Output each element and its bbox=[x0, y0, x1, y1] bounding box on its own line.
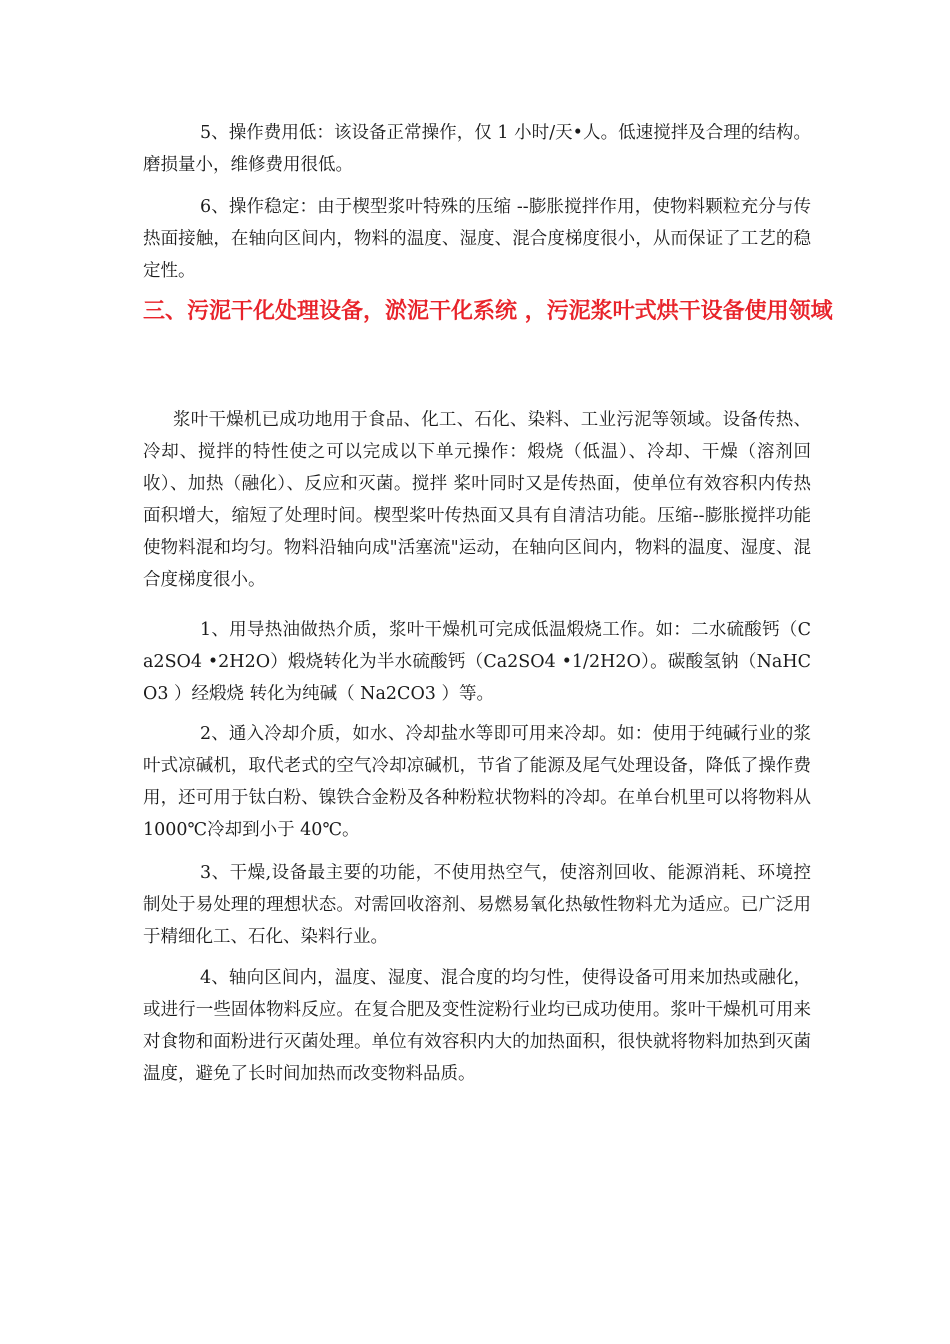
list-item-calcination: 1、用导热油做热介质，浆叶干燥机可完成低温煅烧工作。如：二水硫酸钙（Ca2SO4 •2H2O）煅烧转化为半水硫酸钙（Ca2SO4 •1/2H2O）。碳酸氢钠（NaHCO3 ）经煅烧 转化为纯碱（ Na2CO3 ）等。 bbox=[143, 620, 811, 704]
list-item-cooling: 2、通入冷却介质，如水、冷却盐水等即可用来冷却。如：使用于纯碱行业的浆叶式凉碱机，取代老式的空气冷却凉碱机，节省了能源及尾气处理设备，降低了操作费用，还可用于钛白粉、镍铁合金粉及各种粉粒状物料的冷却。在单台机里可以将物料从 1000℃冷却到小于 40℃。 bbox=[143, 724, 811, 840]
list-item-drying: 3、干燥,设备最主要的功能，不使用热空气，使溶剂回收、能源消耗、环境控制处于易处理的理想状态。对需回收溶剂、易燃易氧化热敏性物料尤为适应。已广泛用于精细化工、石化、染料行业。 bbox=[143, 863, 811, 947]
paragraph-operating-cost: 5、操作费用低：该设备正常操作，仅 1 小时/天•人。低速搅拌及合理的结构。磨损量小，维修费用很低。 bbox=[143, 123, 811, 175]
paragraph-intro: 浆叶干燥机已成功地用于食品、化工、石化、染料、工业污泥等领域。设备传热、冷却、搅拌的特性使之可以完成以下单元操作：煅烧（低温）、冷却、干燥（溶剂回收）、加热（融化）、反应和灭菌。搅拌 桨叶同时又是传热面，使单位有效容积内传热面积增大，缩短了处理时间。楔型桨叶传热面又具有自清洁功能。压缩--膨胀搅拌功能使物料混和均匀。物料沿轴向成"活塞流"运动，在轴向区间内，物料的温度、湿度、混合度梯度很小。 bbox=[143, 410, 811, 590]
paragraph-operating-stability: 6、操作稳定：由于楔型浆叶特殊的压缩 --膨胀搅拌作用，使物料颗粒充分与传热面接触，在轴向区间内，物料的温度、湿度、混合度梯度很小，从而保证了工艺的稳定性。 bbox=[143, 197, 811, 281]
list-item-heating-sterilization: 4、轴向区间内，温度、湿度、混合度的均匀性，使得设备可用来加热或融化，或进行一些固体物料反应。在复合肥及变性淀粉行业均已成功使用。浆叶干燥机可用来对食物和面粉进行灭菌处理。单位有效容积内大的加热面积，很快就将物料加热到灭菌温度，避免了长时间加热而改变物料品质。 bbox=[143, 968, 811, 1084]
section-heading: 三、污泥干化处理设备，淤泥干化系统 ，污泥浆叶式烘干设备使用领域 bbox=[143, 299, 833, 324]
